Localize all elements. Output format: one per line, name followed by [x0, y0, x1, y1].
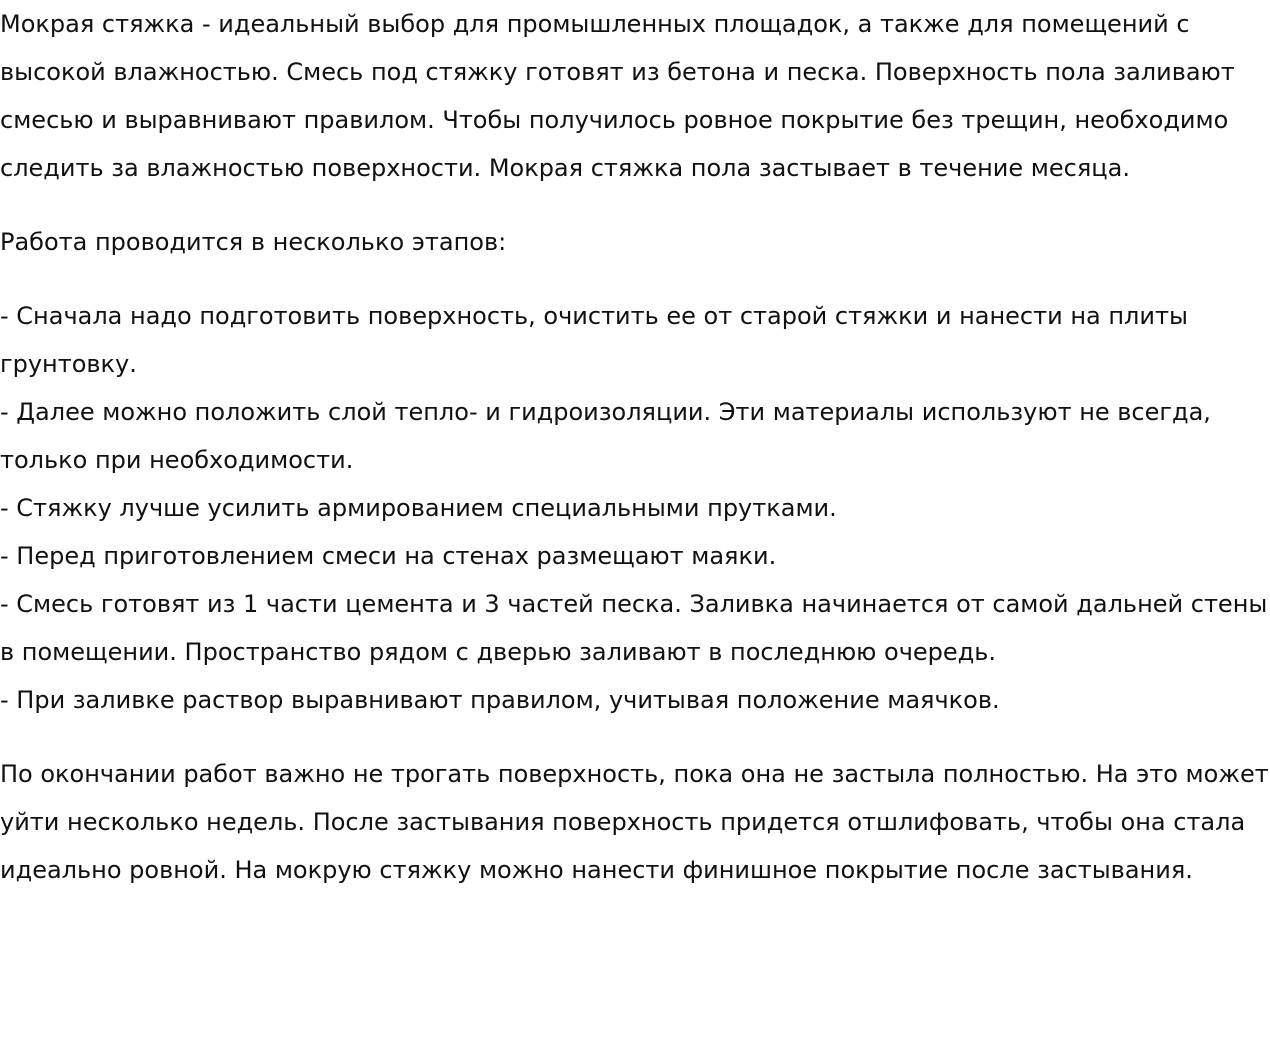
step-item: - Смесь готовят из 1 части цемента и 3 частей песка. Заливка начинается от самой дальней стены в помещении. Пространство рядом с дверью заливают в последнюю очередь.: [0, 590, 1268, 666]
intro-paragraph: Мокрая стяжка - идеальный выбор для промышленных площадок, а также для помещений с высокой влажностью. Смесь под стяжку готовят из бетона и песка. Поверхность пола заливают смесью и выравнивают правилом. Чтобы получилось ровное покрытие без трещин, необходимо следить за влажностью поверхности. Мокрая стяжка пола застывает в течение месяца.: [0, 10, 1235, 182]
steps-heading: Работа проводится в несколько этапов:: [0, 228, 507, 256]
step-item: - Далее можно положить слой тепло- и гидроизоляции. Эти материалы используют не всегда, только при необходимости.: [0, 398, 1211, 474]
step-item: - Сначала надо подготовить поверхность, очистить ее от старой стяжки и нанести на плиты грунтовку.: [0, 302, 1188, 378]
step-item: - Перед приготовлением смеси на стенах размещают маяки.: [0, 542, 777, 570]
step-item: - При заливке раствор выравнивают правилом, учитывая положение маячков.: [0, 686, 1000, 714]
conclusion-paragraph: По окончании работ важно не трогать поверхность, пока она не застыла полностью. На это может уйти несколько недель. После застывания поверхность придется отшлифовать, чтобы она стала идеально ровной. На мокрую стяжку можно нанести финишное покрытие после застывания.: [0, 760, 1269, 884]
step-item: - Стяжку лучше усилить армированием специальными прутками.: [0, 494, 837, 522]
steps-list: [0, 292, 1270, 724]
